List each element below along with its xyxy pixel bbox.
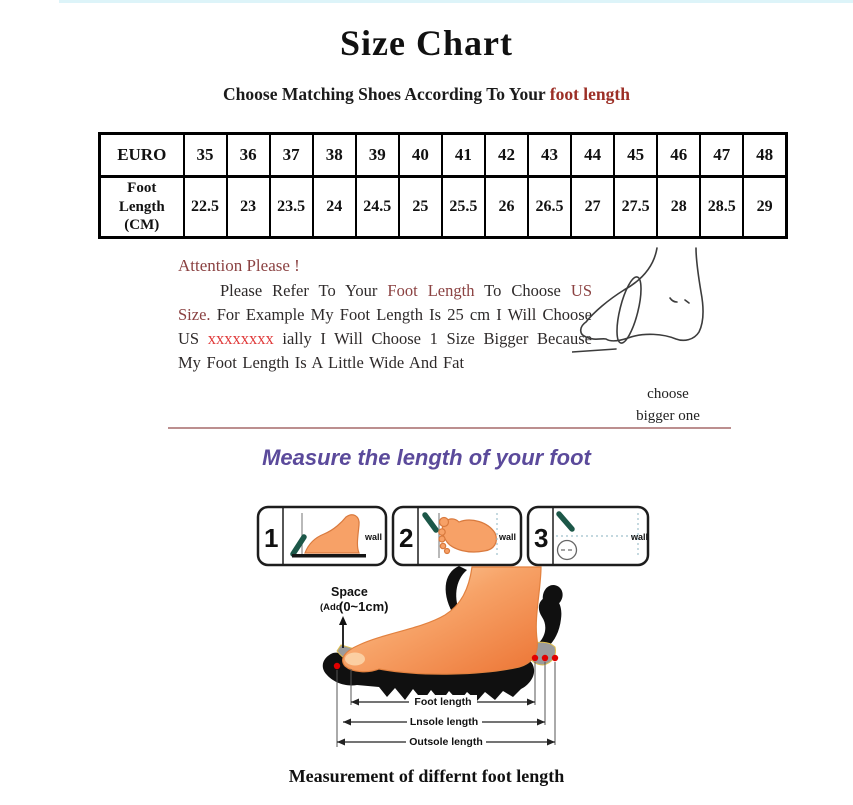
step-number: 3 <box>534 523 549 553</box>
insole-length-label: Lnsole length <box>409 716 479 728</box>
us-size-highlight: US Size. <box>178 281 592 325</box>
foot-illustration <box>343 567 541 674</box>
step-number: 2 <box>399 523 414 553</box>
range-label: (0~1cm) <box>339 599 389 614</box>
table-row-foot-length <box>100 177 787 238</box>
toe-highlight <box>345 653 365 666</box>
red-dot <box>334 663 340 669</box>
wall-label: wall <box>499 532 517 542</box>
attention-text: For Example My Foot Length Is 25 cm I Will Choose US <box>178 305 592 349</box>
subtitle-highlight: foot length <box>549 84 630 104</box>
table-cell: 24.5 <box>356 177 399 238</box>
wall-label: wall <box>631 532 649 542</box>
red-dot <box>532 655 538 661</box>
attention-text: ially I Will Choose 1 Size Bigger Because My Foot Length Is A Little Wide And Fat <box>178 329 593 373</box>
table-cell: 41 <box>442 134 485 177</box>
foot-length-header: Foot Length (CM) <box>100 177 184 238</box>
heel-curl <box>543 585 563 606</box>
footer-caption: Measurement of differnt foot length <box>288 766 565 786</box>
foot-length-label: Foot length <box>414 696 472 708</box>
big-toe <box>440 518 449 527</box>
subtitle <box>0 84 853 105</box>
attention-heading: Attention Please ! <box>178 256 300 275</box>
toe <box>440 543 445 548</box>
attention-paragraph <box>178 279 592 375</box>
up-arrowhead <box>339 616 347 625</box>
attention-text: To Choose <box>474 281 571 300</box>
table-cell: 25.5 <box>442 177 485 238</box>
subtitle-text: Choose Matching Shoes According To Your <box>223 84 550 104</box>
caption-line: bigger one <box>636 407 700 424</box>
measure-step-2 <box>391 505 523 567</box>
measure-step-1 <box>256 505 388 567</box>
toe <box>445 549 450 554</box>
table-cell: 29 <box>743 177 786 238</box>
leader-line <box>572 349 616 352</box>
attention-note <box>178 256 592 375</box>
measure-heading: Measure the length of your foot <box>262 445 591 470</box>
toe <box>439 536 445 542</box>
table-cell: 27.5 <box>614 177 657 238</box>
table-cell: 38 <box>313 134 356 177</box>
table-cell: 22.5 <box>184 177 227 238</box>
red-dot <box>542 655 548 661</box>
floor-line <box>292 554 366 558</box>
table-cell: 47 <box>700 134 743 177</box>
foot-outline <box>581 248 703 341</box>
table-cell: 26 <box>485 177 528 238</box>
section-divider <box>168 427 731 429</box>
attention-text: Please Refer To Your <box>220 281 388 300</box>
caption-line: choose <box>647 386 689 402</box>
table-cell: 23.5 <box>270 177 313 238</box>
table-cell: 28 <box>657 177 700 238</box>
table-cell: 24 <box>313 177 356 238</box>
table-cell: 45 <box>614 134 657 177</box>
table-cell: 23 <box>227 177 270 238</box>
euro-header: EURO <box>100 134 184 177</box>
table-cell: 40 <box>399 134 442 177</box>
page-title: Size Chart <box>340 23 513 63</box>
size-table <box>98 132 788 239</box>
measure-step-3 <box>526 505 650 567</box>
top-border-strip <box>59 0 853 3</box>
table-cell: 37 <box>270 134 313 177</box>
crossed-out-text: xxxxxxxx <box>207 329 274 349</box>
table-cell: 26.5 <box>528 177 571 238</box>
table-cell: 44 <box>571 134 614 177</box>
table-cell: 27 <box>571 177 614 238</box>
red-dot <box>552 655 558 661</box>
table-cell: 25 <box>399 177 442 238</box>
table-row-euro <box>100 134 787 177</box>
step-number: 1 <box>264 523 279 553</box>
table-cell: 35 <box>184 134 227 177</box>
wall-label: wall <box>365 532 383 542</box>
choose-bigger-caption <box>604 384 732 428</box>
table-cell: 36 <box>227 134 270 177</box>
outsole-length-arrow <box>337 735 555 748</box>
foot-girth-sketch <box>572 238 744 370</box>
table-cell: 42 <box>485 134 528 177</box>
table-cell: 39 <box>356 134 399 177</box>
table-cell: 28.5 <box>700 177 743 238</box>
foot-measurement-diagram <box>293 561 633 766</box>
space-label: Space <box>331 585 368 599</box>
foot-length-highlight: Foot Length <box>387 281 475 300</box>
foot-length-arrow <box>351 695 535 708</box>
toe <box>439 529 445 535</box>
add-label: (Add <box>320 602 342 613</box>
insole-length-arrow <box>343 715 545 728</box>
outsole-length-label: Outsole length <box>409 736 483 748</box>
ankle-mark <box>670 298 677 302</box>
ankle-mark <box>685 300 689 303</box>
table-cell: 43 <box>528 134 571 177</box>
table-cell: 46 <box>657 134 700 177</box>
table-cell: 48 <box>743 134 786 177</box>
